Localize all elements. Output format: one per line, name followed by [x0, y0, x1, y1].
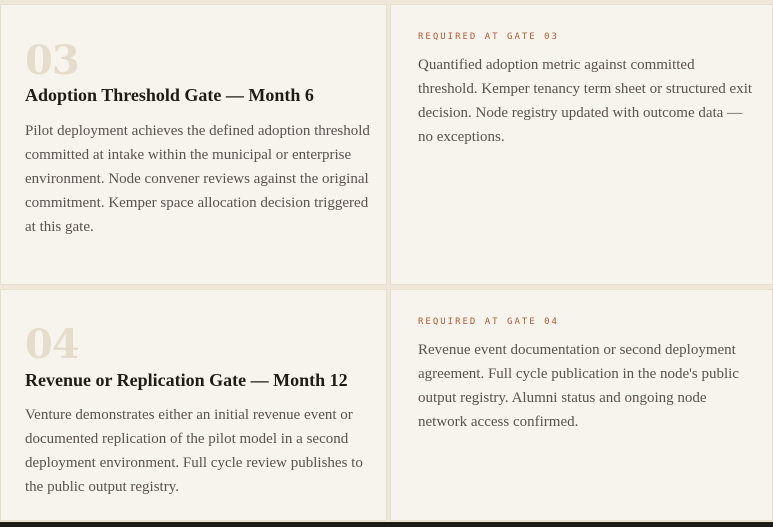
gate-04-requirements-panel	[390, 289, 773, 521]
gate-title: Adoption Threshold Gate — Month 6	[25, 85, 314, 105]
required-label: REQUIRED AT GATE 03	[418, 32, 559, 42]
bottom-divider	[0, 522, 773, 527]
required-text: Revenue event documentation or second deployment agreement. Full cycle publication in the node's public output registry. Alumni status and ongoing node network access confirmed.	[418, 342, 739, 430]
required-label: REQUIRED AT GATE 04	[418, 317, 559, 327]
gate-title: Revenue or Replication Gate — Month 12	[25, 370, 348, 390]
gate-description: Venture demonstrates either an initial revenue event or documented replication of the pilot model in a second deployment environment. Full cycle review publishes to the public output registry.	[25, 407, 363, 495]
gate-number: 03	[25, 37, 79, 84]
gate-04-summary-panel	[0, 289, 387, 521]
gate-03-summary-panel	[0, 4, 387, 285]
gate-number: 04	[25, 321, 79, 368]
gate-description: Pilot deployment achieves the defined adoption threshold committed at intake within the municipal or enterprise environment. Node convener reviews against the original commitment. Kemper space allocation decision triggered at this gate.	[25, 123, 370, 235]
gate-03-requirements-panel	[390, 4, 773, 285]
required-text: Quantified adoption metric against committed threshold. Kemper tenancy term sheet or structured exit decision. Node registry updated with outcome data — no exceptions.	[418, 57, 753, 145]
